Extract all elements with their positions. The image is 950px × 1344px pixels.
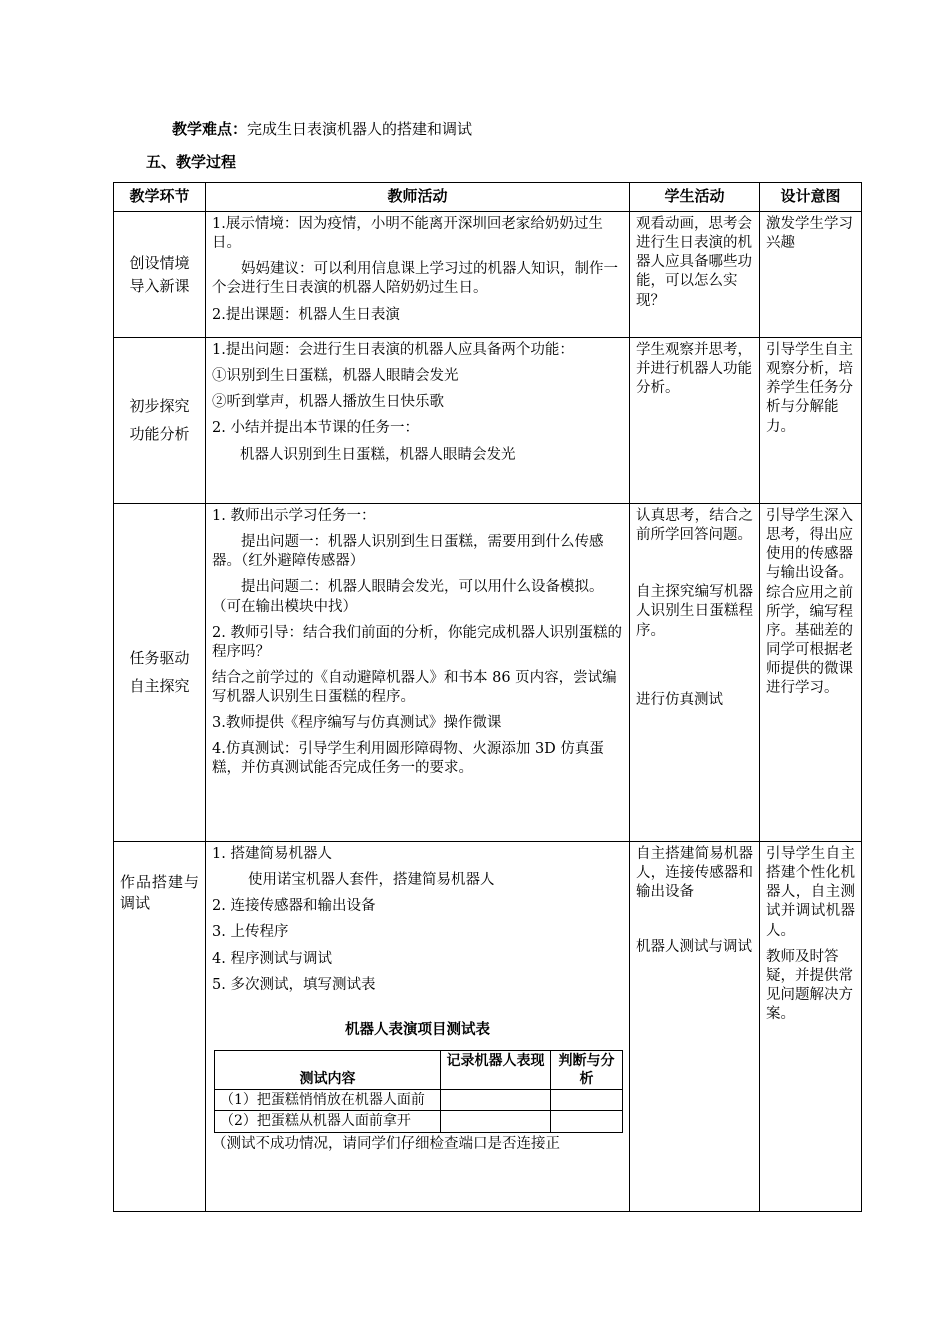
student-paragraph: 自主搭建简易机器人，连接传感器和输出设备 xyxy=(636,846,753,901)
header-intent: 设计意图 xyxy=(760,183,862,212)
teacher-paragraph: 2. 小结并提出本节课的任务一： xyxy=(212,420,419,437)
student-paragraph: 自主探究编写机器人识别生日蛋糕程序。 xyxy=(636,584,753,639)
teacher-paragraph: 1.展示情境：因为疫情，小明不能离开深圳回老家给奶奶过生日。 xyxy=(212,216,603,252)
teacher-paragraph: ②听到掌声，机器人播放生日快乐歌 xyxy=(212,394,444,411)
stage-cell xyxy=(114,842,206,1212)
teacher-cell xyxy=(206,212,630,338)
teacher-paragraph: 结合之前学过的《自动避障机器人》和书本 86 页内容，尝试编写机器人识别生日蛋糕的程序。 xyxy=(212,669,617,705)
test-header-analysis: 判断与分析 xyxy=(551,1050,623,1089)
stage-cell xyxy=(114,338,206,504)
section-title: 五、教学过程 xyxy=(146,153,237,171)
teacher-paragraph: 提出问题一：机器人识别到生日蛋糕，需要用到什么传感器。（红外避障传感器） xyxy=(212,534,604,570)
intent-paragraph: 教师及时答疑，并提供常见问题解决方案。 xyxy=(766,948,853,1022)
test-table-title: 机器人表演项目测试表 xyxy=(345,1021,490,1038)
stage-line: 任务驱动 xyxy=(129,648,190,667)
test-table-header-row xyxy=(215,1050,623,1089)
stage-line: 功能分析 xyxy=(129,424,190,443)
table-row xyxy=(114,212,862,338)
teacher-cell xyxy=(206,338,630,504)
teaching-difficulty xyxy=(172,120,472,140)
test-header-record: 记录机器人表现 xyxy=(441,1050,551,1089)
header-student: 学生活动 xyxy=(630,183,760,212)
teacher-paragraph: 1. 搭建简易机器人 xyxy=(212,846,332,862)
difficulty-text: 完成生日表演机器人的搭建和调试 xyxy=(247,120,473,138)
intent-cell xyxy=(760,338,862,504)
student-cell xyxy=(630,504,760,842)
intent-paragraph: 引导学生自主观察分析，培养学生任务分析与分解能力。 xyxy=(766,342,853,435)
test-note: （测试不成功情况，请同学们仔细检查端口是否连接正 xyxy=(212,1135,560,1152)
table-row xyxy=(114,842,862,1212)
header-teacher: 教师活动 xyxy=(206,183,630,212)
teacher-paragraph: 使用诺宝机器人套件，搭建简易机器人 xyxy=(248,872,495,889)
teacher-cell xyxy=(206,504,630,842)
teacher-paragraph: 1. 教师出示学习任务一： xyxy=(212,508,376,524)
teaching-process-table xyxy=(113,182,862,1212)
stage-line: 自主探究 xyxy=(129,676,190,695)
student-paragraph: 学生观察并思考，并进行机器人功能分析。 xyxy=(636,342,752,397)
test-header-content: 测试内容 xyxy=(215,1050,441,1089)
teacher-paragraph: 2. 连接传感器和输出设备 xyxy=(212,898,376,915)
student-cell xyxy=(630,212,760,338)
teacher-paragraph: 2.提出课题：机器人生日表演 xyxy=(212,306,400,323)
student-paragraph: 观看动画，思考会进行生日表演的机器人应具备哪些功能，可以怎么实现？ xyxy=(636,216,752,309)
stage-cell xyxy=(114,504,206,842)
stage-line: 导入新课 xyxy=(129,276,190,295)
teacher-paragraph: ①识别到生日蛋糕，机器人眼睛会发光 xyxy=(212,368,459,385)
test-table-row xyxy=(215,1111,623,1132)
student-cell xyxy=(630,842,760,1212)
intent-cell xyxy=(760,842,862,1212)
test-table-row xyxy=(215,1090,623,1111)
intent-paragraph: 引导学生自主搭建个性化机器人，自主测试并调试机器人。 xyxy=(766,846,855,939)
stage-line: 初步探究 xyxy=(129,396,190,415)
intent-paragraph: 引导学生深入思考，得出应使用的传感器与输出设备。综合应用之前所学，编写程序。基础差的同学可根据老师提供的微课进行学习。 xyxy=(766,508,853,697)
teacher-paragraph: 3. 上传程序 xyxy=(212,924,289,941)
test-cell xyxy=(441,1090,551,1111)
test-table xyxy=(214,1050,623,1133)
difficulty-label: 教学难点： xyxy=(172,120,248,138)
test-cell xyxy=(441,1111,551,1132)
test-cell xyxy=(551,1111,623,1132)
table-header-row xyxy=(114,183,862,212)
teacher-cell xyxy=(206,842,630,1212)
teacher-paragraph: 1.提出问题：会进行生日表演的机器人应具备两个功能： xyxy=(212,342,574,358)
test-cell xyxy=(551,1090,623,1111)
intent-paragraph: 激发学生学习兴趣 xyxy=(766,216,853,252)
student-cell xyxy=(630,338,760,504)
student-paragraph: 认真思考，结合之前所学回答问题。 xyxy=(636,508,753,544)
student-paragraph: 机器人测试与调试 xyxy=(636,939,752,956)
table-row xyxy=(114,504,862,842)
teacher-paragraph: 4. 程序测试与调试 xyxy=(212,950,332,967)
intent-cell xyxy=(760,504,862,842)
teacher-paragraph: 提出问题二：机器人眼睛会发光，可以用什么设备模拟。（可在输出模块中找） xyxy=(212,579,604,615)
teacher-paragraph: 机器人识别到生日蛋糕，机器人眼睛会发光 xyxy=(240,446,516,463)
teacher-paragraph: 5. 多次测试，填写测试表 xyxy=(212,976,376,993)
stage-line: 创设情境 xyxy=(129,254,190,272)
teacher-paragraph: 3.教师提供《程序编写与仿真测试》操作微课 xyxy=(212,715,502,732)
test-cell: （2）把蛋糕从机器人面前拿开 xyxy=(215,1111,441,1132)
header-stage: 教学环节 xyxy=(114,183,206,212)
stage-cell xyxy=(114,212,206,338)
teacher-paragraph: 妈妈建议：可以利用信息课上学习过的机器人知识，制作一个会进行生日表演的机器人陪奶奶过生日。 xyxy=(212,261,618,297)
teacher-paragraph: 2. 教师引导：结合我们前面的分析，你能完成机器人识别蛋糕的程序吗？ xyxy=(212,624,622,660)
intent-cell xyxy=(760,212,862,338)
table-row xyxy=(114,338,862,504)
student-paragraph: 进行仿真测试 xyxy=(636,691,723,708)
teacher-paragraph: 4.仿真测试：引导学生利用圆形障碍物、火源添加 3D 仿真蛋糕，并仿真测试能否完成任务一的要求。 xyxy=(212,741,604,777)
stage-text: 作品搭建与调试 xyxy=(120,873,199,912)
test-cell: （1）把蛋糕悄悄放在机器人面前 xyxy=(215,1090,441,1111)
